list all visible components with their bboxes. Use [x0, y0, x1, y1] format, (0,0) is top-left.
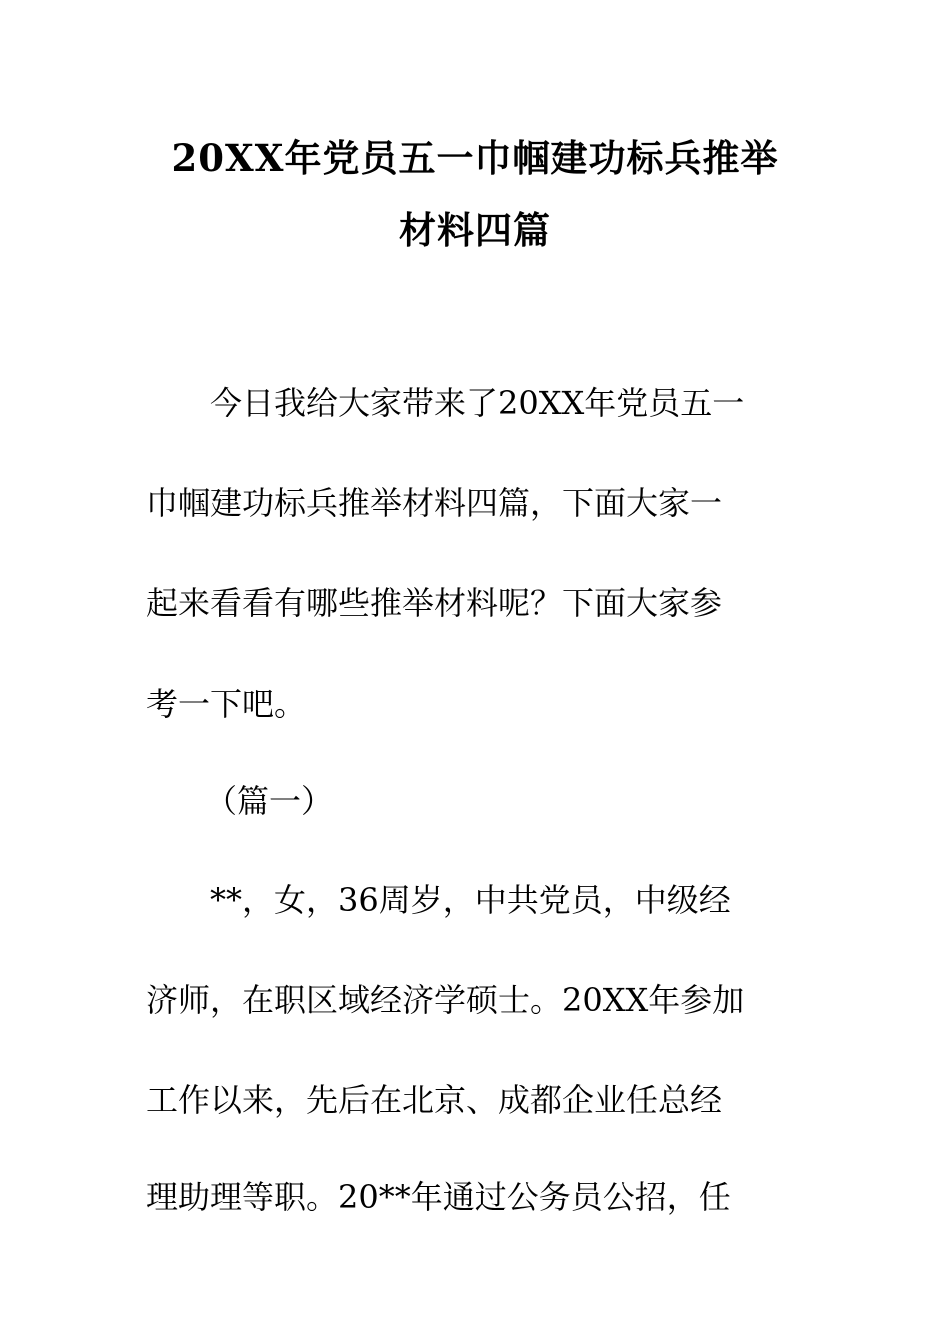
paragraph-line-1: 今日我给大家带来了20XX年党员五一	[210, 384, 745, 422]
paragraph-line-2: 巾帼建功标兵推举材料四篇，下面大家一	[146, 484, 723, 522]
paragraph-line-4: 考一下吧。	[146, 685, 307, 723]
document-title-line-2: 材料四篇	[399, 208, 551, 252]
paragraph-line-3: 起来看看有哪些推举材料呢？下面大家参	[146, 584, 723, 622]
paragraph-line-7: 工作以来，先后在北京、成都企业任总经	[146, 1081, 723, 1119]
paragraph-line-5: **，女，36周岁，中共党员，中级经	[210, 881, 731, 919]
paragraph-line-6: 济师，在职区域经济学硕士。20XX年参加	[146, 981, 745, 1019]
document-title-line-1: 20XX年党员五一巾帼建功标兵推举	[171, 136, 779, 180]
paragraph-line-8: 理助理等职。20**年通过公务员公招，任	[146, 1178, 731, 1216]
section-heading: （篇一）	[205, 782, 334, 820]
